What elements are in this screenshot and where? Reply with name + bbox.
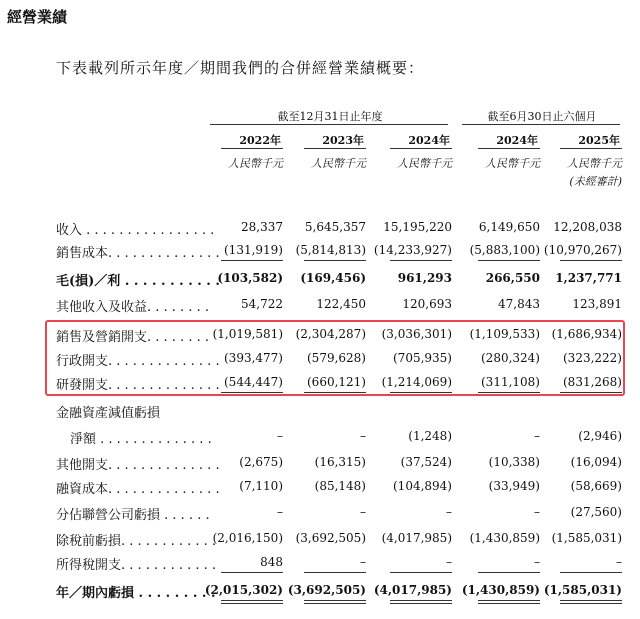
column-year-underline-2 [390,148,452,149]
row-value: (58,669) [570,479,622,493]
table-row [0,268,640,290]
row-value: (104,894) [393,479,452,493]
row-label: 其他開支. . . . . . . . . . . . . . [56,458,220,473]
row-label: 除稅前虧損. . . . . . . . . . . . [56,534,217,549]
row-value: 15,195,220 [383,220,452,234]
row-value: – [534,555,540,569]
row-value: (660,121) [307,375,366,389]
row-label: 銷售及營銷開支. . . . . . . . [56,330,209,345]
column-note-4: (未經審計) [569,175,622,188]
row-value: – [360,429,366,443]
subtotal-underline [304,572,366,573]
table-row [0,240,640,262]
row-value: (5,814,813) [295,243,366,257]
subtotal-underline [221,260,283,261]
row-value: (323,222) [563,351,622,365]
table-row [0,502,640,524]
row-value: – [616,555,622,569]
row-value: (1,019,581) [212,327,283,341]
column-unit-3: 人民幣千元 [485,157,540,170]
column-year-underline-4 [560,148,622,149]
row-value: 1,237,771 [555,271,622,285]
subtotal-underline [221,572,283,573]
table-row [0,476,640,498]
table-row [0,580,640,602]
row-value: 47,843 [498,297,540,311]
row-value: 12,208,038 [553,220,622,234]
row-label: 金融資產減值虧損 [56,406,161,421]
row-value: – [277,429,283,443]
column-unit-2: 人民幣千元 [397,157,452,170]
row-value: (2,304,287) [295,327,366,341]
row-value: 266,550 [485,271,540,285]
subtotal-underline [304,260,366,261]
highlight-box [45,320,625,396]
group-header-six-months: 截至6月30日止六個月 [487,110,597,123]
row-value: (831,268) [563,375,622,389]
row-label: 融資成本. . . . . . . . . . . . . . [56,482,220,497]
row-value: – [446,505,452,519]
total-double-underline [221,600,283,604]
row-label: 銷售成本. . . . . . . . . . . . . . [56,246,220,261]
table-row [0,552,640,574]
row-value: (5,883,100) [469,243,540,257]
total-double-underline [560,600,622,604]
row-value: (280,324) [481,351,540,365]
column-year-4: 2025年 [578,134,620,147]
row-value: (393,477) [224,351,283,365]
row-value: (3,036,301) [381,327,452,341]
row-value: (311,108) [481,375,540,389]
row-value: 123,891 [572,297,622,311]
column-unit-0: 人民幣千元 [228,157,283,170]
row-value: (7,110) [239,479,283,493]
row-value: – [360,555,366,569]
column-year-3: 2024年 [496,134,538,147]
row-value: (3,692,505) [295,531,366,545]
row-value: (169,456) [300,271,366,285]
row-value: (2,016,150) [212,531,283,545]
row-value: (705,935) [393,351,452,365]
total-double-underline [304,600,366,604]
row-value: (33,949) [488,479,540,493]
row-label: 分佔聯營公司虧損 . . . . . . [56,508,210,523]
row-value: 5,645,357 [304,220,366,234]
row-label: 研發開支. . . . . . . . . . . . . . [56,378,220,393]
row-value: (16,315) [314,455,366,469]
table-row [0,217,640,239]
group-underline-year-end [210,124,448,125]
row-label: 行政開支. . . . . . . . . . . . . . [56,354,220,369]
row-value: – [534,505,540,519]
table-row [0,294,640,316]
subtotal-underline [390,260,452,261]
row-value: (1,686,934) [551,327,622,341]
intro-text: 下表載列所示年度／期間我們的合併經營業績概要： [56,59,425,77]
row-value: (2,675) [239,455,283,469]
row-value: (1,430,859) [469,531,540,545]
row-value: (1,430,859) [461,583,540,597]
row-value: (37,524) [400,455,452,469]
row-value: 28,337 [241,220,283,234]
table-row [0,426,640,448]
row-value: 122,450 [316,297,366,311]
row-value: (544,447) [224,375,283,389]
row-value: 961,293 [397,271,452,285]
row-value: (4,017,985) [381,531,452,545]
row-value: (1,214,069) [381,375,452,389]
table-row [0,400,640,422]
subtotal-underline [390,572,452,573]
group-underline-six-months [462,124,620,125]
row-value: (1,248) [408,429,452,443]
row-label: 其他收入及收益. . . . . . . . [56,300,209,315]
column-unit-4: 人民幣千元 [567,157,622,170]
column-unit-1: 人民幣千元 [311,157,366,170]
row-value: (27,560) [570,505,622,519]
row-value: 6,149,650 [478,220,540,234]
row-value: 848 [260,555,283,569]
row-value: – [534,429,540,443]
row-value: 120,693 [402,297,452,311]
row-value: (103,582) [217,271,283,285]
column-year-underline-0 [221,148,283,149]
subtotal-underline [478,572,540,573]
row-value: (16,094) [570,455,622,469]
total-double-underline [390,600,452,604]
table-row [0,528,640,550]
row-label: 淨額 . . . . . . . . . . . . . . [70,432,212,447]
row-value: (1,585,031) [551,531,622,545]
subtotal-underline [478,260,540,261]
row-value: – [277,505,283,519]
column-year-1: 2023年 [322,134,364,147]
row-value: (131,919) [224,243,283,257]
row-label: 年／期內虧損 . . . . . . . . . [56,586,216,601]
column-year-2: 2024年 [408,134,450,147]
subtotal-underline [560,572,622,573]
total-double-underline [478,600,540,604]
row-value: – [446,555,452,569]
subtotal-underline [560,260,622,261]
column-year-underline-1 [304,148,366,149]
row-value: (85,148) [314,479,366,493]
row-label: 所得稅開支. . . . . . . . . . . . [56,558,217,573]
row-value: (10,970,267) [543,243,622,257]
row-value: (10,338) [488,455,540,469]
row-label: 收入 . . . . . . . . . . . . . . . . [56,223,215,238]
column-year-underline-3 [478,148,540,149]
row-value: (14,233,927) [373,243,452,257]
row-value: 54,722 [241,297,283,311]
table-row [0,452,640,474]
section-heading: 經營業績 [7,8,68,26]
row-value: (4,017,985) [373,583,452,597]
row-value: (1,585,031) [543,583,622,597]
row-value: (579,628) [307,351,366,365]
row-value: (1,109,533) [469,327,540,341]
group-header-year-end: 截至12月31日止年度 [277,110,383,123]
row-value: (2,015,302) [204,583,283,597]
row-value: (2,946) [578,429,622,443]
row-value: – [360,505,366,519]
column-year-0: 2022年 [239,134,281,147]
row-label: 毛(損)／利 . . . . . . . . . . . [56,274,220,289]
row-value: (3,692,505) [287,583,366,597]
